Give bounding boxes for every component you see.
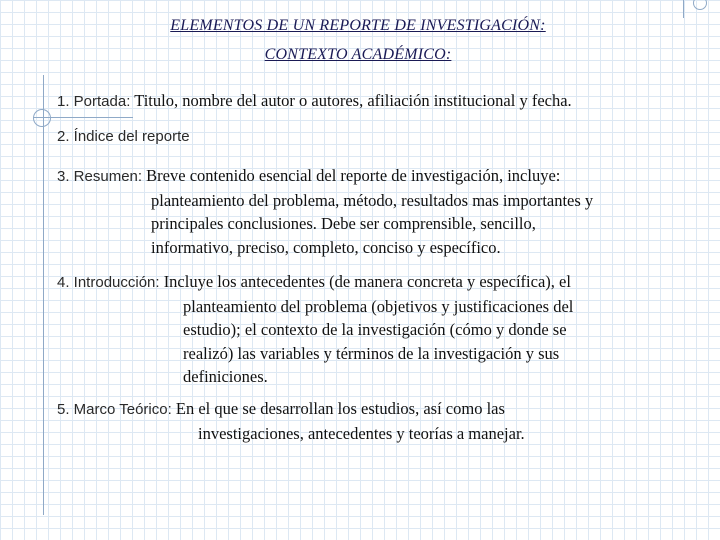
item-text-line: Incluye los antecedentes (de manera concreta y específica), el: [159, 272, 571, 291]
page-title: ELEMENTOS DE UN REPORTE DE INVESTIGACIÓN:: [170, 17, 546, 34]
item-text-line: realizó) las variables y términos de la investigación y sus: [183, 343, 560, 363]
item-label: 1. Portada:: [57, 93, 131, 110]
item-text-line: principales conclusiones. Debe ser comprensible, sencillo,: [151, 214, 536, 233]
list-item-introduccion: [57, 270, 573, 389]
item-text-line: Breve contenido esencial del reporte de investigación, incluye:: [142, 166, 561, 185]
decorative-top-circle: [693, 0, 707, 10]
item-text-line: definiciones.: [183, 367, 268, 386]
decorative-top-line: [683, 0, 684, 18]
item-text-line: planteamiento del problema, método, resultados mas importantes y: [151, 190, 594, 210]
item-text-line: estudio); el contexto de la investigación (cómo y donde se: [183, 320, 567, 339]
item-text-line: investigaciones, antecedentes y teorías a manejar.: [198, 423, 525, 443]
item-text-line: En el que se desarrollan los estudios, así como las: [171, 399, 505, 418]
decorative-left-rule: [43, 75, 44, 515]
page-subtitle: CONTEXTO ACADÉMICO:: [264, 46, 452, 63]
item-label: 3. Resumen:: [57, 168, 143, 185]
item-label: 5. Marco Teórico:: [57, 401, 172, 418]
item-text: Titulo, nombre del autor o autores, afiliación institucional y fecha.: [130, 91, 572, 110]
item-label: 2. Índice del reporte: [57, 128, 190, 145]
list-item-indice: [57, 124, 190, 149]
decorative-circle: [33, 109, 51, 127]
list-item-resumen: [57, 164, 593, 259]
list-item-portada: [57, 89, 572, 114]
item-text-line: informativo, preciso, completo, conciso y específico.: [151, 237, 501, 257]
item-label: 4. Introducción:: [57, 274, 160, 291]
list-item-marco-teorico: [57, 397, 525, 445]
item-text-line: planteamiento del problema (objetivos y justificaciones del: [183, 296, 574, 316]
